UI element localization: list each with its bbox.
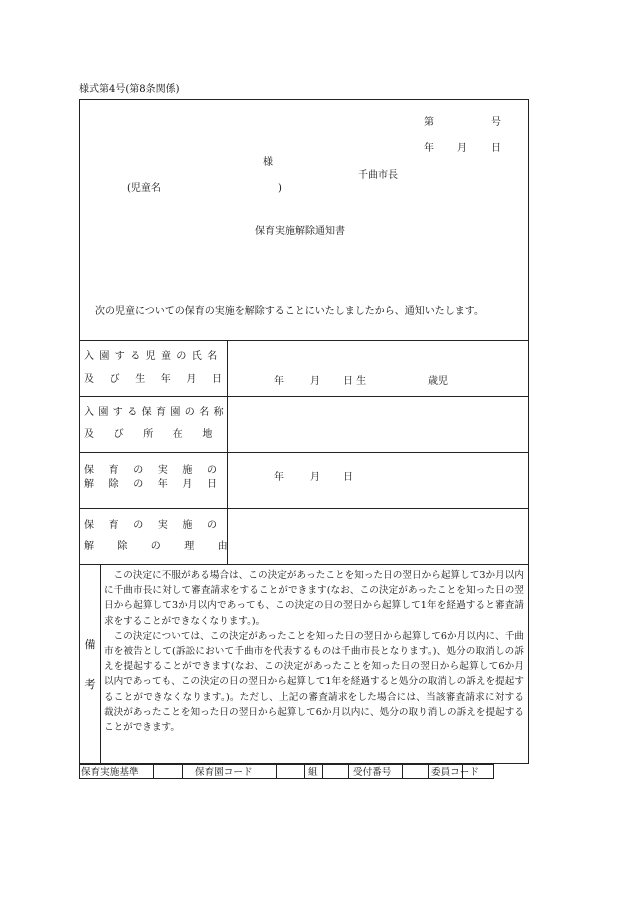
footer-label-kumi: 組	[308, 767, 318, 778]
biko-text	[104, 568, 524, 735]
row-1-value-hi: 日 生	[343, 376, 367, 387]
row-2-label-line1: 入園する保育園の名称	[84, 407, 228, 418]
row-3-label-line1: 保育の実施の	[84, 465, 232, 476]
date-nen: 年	[424, 143, 434, 154]
form-number: 様式第4号(第8条関係)	[79, 84, 180, 95]
row-1-value-tsuki: 月	[310, 376, 320, 387]
row-3-value-tsuki: 月	[310, 472, 320, 483]
row-1-label-line1	[84, 351, 221, 363]
child-name-open: (児童名	[127, 183, 161, 194]
footer-divider	[322, 764, 323, 779]
row-divider	[79, 452, 529, 453]
row-3-label-line2: 解除の年月日	[84, 479, 232, 490]
doc-number-go: 号	[491, 117, 501, 128]
footer-label-hoikuen-code: 保育園コード	[195, 767, 253, 778]
row-divider	[79, 564, 529, 565]
row-4-label-line2: 解除の理由	[84, 541, 251, 552]
footer-divider	[428, 764, 429, 779]
date-tsuki: 月	[457, 143, 467, 154]
document-title: 保育実施解除通知書	[255, 226, 345, 237]
biko-paragraph-1: この決定に不服がある場合は、この決定があったことを知った日の翌日から起算して3か月以内に千曲市長に対して審査請求をすることができます(なお、この決定があったことを知った日の翌日から起算して3か月以内であっても、この決定の日の翌日から起算して1年を経過すると審査請求をすることができなくなります。)。	[104, 570, 524, 627]
row-4-label-line1: 保育の実施の	[84, 520, 232, 531]
issuer-name: 千曲市長	[358, 170, 398, 181]
footer-label-uketsuke-bango: 受付番号	[353, 767, 392, 778]
row-divider	[79, 508, 529, 509]
row-1-label-line1-text: 入園する児童の氏名	[84, 351, 223, 362]
biko-paragraph-2: この決定については、この決定があったことを知った日の翌日から起算して6か月以内に、千曲市を被告として(訴訟において千曲市を代表するものは千曲市長となります。)、処分の取消しの訴えを提起することができます(なお、この決定があったことを知った日の翌日から起算して6か月以内であっても、この決定の日の翌日から起算して1年を経過すると処分の取消しの訴えを提起することができなくなります。)。ただし、上記の審査請求をした場合には、当該審査請求に対する裁決があったことを知った日の翌日から起算して6か月以内に、処分の取り消しの訴えを提起することができます。	[104, 630, 524, 734]
row-2-label-line2: 及び所在地	[84, 429, 232, 440]
child-name-close: )	[278, 183, 282, 194]
footer-label-iin-code: 委員コード	[431, 767, 479, 778]
row-1-label-line2: 及び生年月日	[84, 374, 238, 385]
footer-divider	[348, 764, 349, 779]
addressee-sama: 様	[263, 157, 273, 168]
biko-label-2: 考	[84, 678, 96, 691]
date-hi: 日	[491, 143, 501, 154]
footer-divider	[153, 764, 154, 779]
row-3-value-nen: 年	[274, 472, 284, 483]
row-1-value-nen: 年	[274, 376, 284, 387]
row-3-value-hi: 日	[343, 472, 353, 483]
footer-divider	[304, 764, 305, 779]
footer-divider	[276, 764, 277, 779]
footer-divider	[182, 764, 183, 779]
doc-number-dai: 第	[424, 117, 434, 128]
footer-label-hoiku-kijun: 保育実施基準	[81, 767, 139, 778]
row-divider	[79, 340, 529, 341]
intro-text: 次の児童についての保育の実施を解除することにいたしましたから、通知いたします。	[95, 306, 484, 317]
biko-label-1: 備	[84, 638, 96, 651]
row-divider	[79, 396, 529, 397]
footer-divider	[402, 764, 403, 779]
row-1-value-age: 歳児	[428, 376, 448, 387]
biko-divider	[100, 564, 101, 764]
